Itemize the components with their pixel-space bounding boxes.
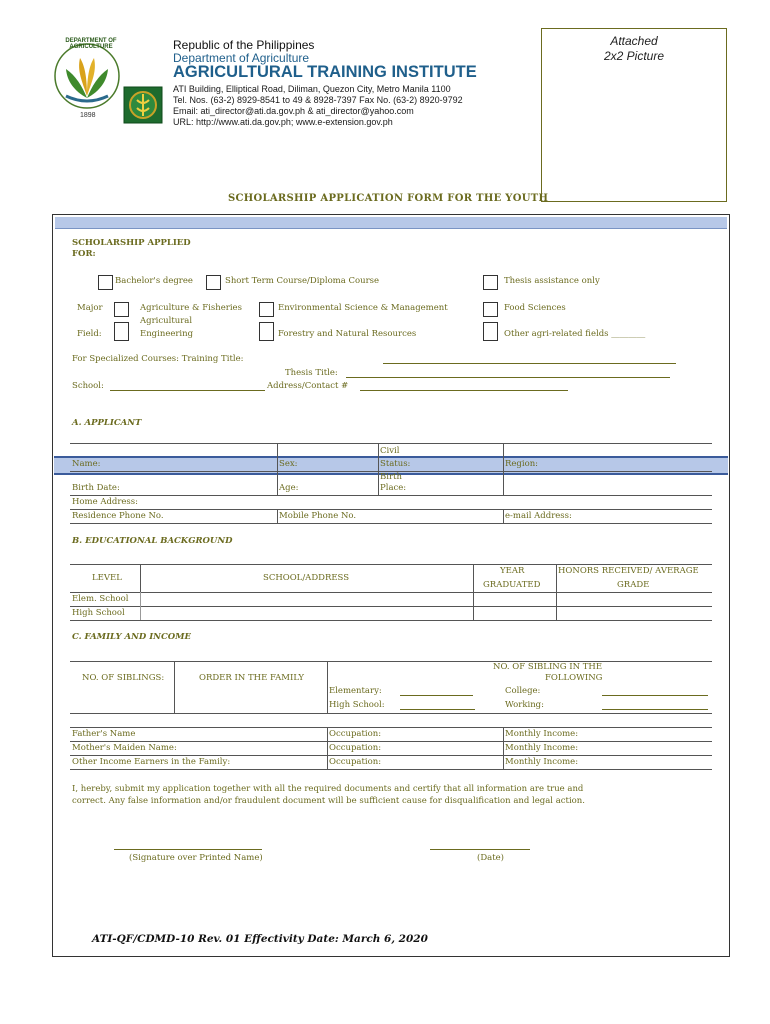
no-siblings-label[interactable]: NO. OF SIBLINGS: xyxy=(82,673,165,683)
agri-fisheries-checkbox[interactable] xyxy=(114,302,129,317)
high-school-row[interactable]: High School xyxy=(72,608,125,618)
elementary-label: Elementary: xyxy=(329,686,382,696)
age-field[interactable]: Age: xyxy=(279,483,299,493)
forestry-label: Forestry and Natural Resources xyxy=(278,329,417,339)
agri-engineering-checkbox[interactable] xyxy=(114,322,129,341)
home-address-field[interactable]: Home Address: xyxy=(72,497,139,507)
top-blue-bar xyxy=(55,217,727,229)
env-science-label: Environmental Science & Management xyxy=(278,303,448,313)
email-field[interactable]: e-mail Address: xyxy=(505,511,572,521)
high-school-line[interactable] xyxy=(400,709,475,710)
birth-place-label-1: Birth xyxy=(380,472,402,482)
institute-tel: Tel. Nos. (63-2) 8929-8541 to 49 & 8928-7397 Fax No. (63-2) 8920-9792 xyxy=(173,95,463,105)
short-term-label: Short Term Course/Diploma Course xyxy=(225,276,380,286)
photo-box-line1: Attached xyxy=(610,34,658,48)
bachelors-checkbox[interactable] xyxy=(98,275,113,290)
declaration-line-2: correct. Any false information and/or fraudulent document will be sufficient cause for disqualification and legal action. xyxy=(72,796,585,806)
father-occupation-field[interactable]: Occupation: xyxy=(329,729,382,739)
birth-date-field[interactable]: Birth Date: xyxy=(72,483,120,493)
ati-logo xyxy=(123,86,163,124)
field-label: Field: xyxy=(77,329,102,339)
level-header: LEVEL xyxy=(92,573,122,583)
working-label: Working: xyxy=(505,700,544,710)
thesis-title-line[interactable] xyxy=(346,377,670,378)
applicant-section-title: A. APPLICANT xyxy=(72,418,142,428)
institute-url: URL: http://www.ati.da.gov.ph; www.e-extension.gov.ph xyxy=(173,117,393,127)
working-line[interactable] xyxy=(602,709,708,710)
major-label: Major xyxy=(77,303,103,313)
institute-email: Email: ati_director@ati.da.gov.ph & ati_director@yahoo.com xyxy=(173,106,414,116)
sibling-following-label-1: NO. OF SIBLING IN THE xyxy=(493,662,603,672)
agri-engineering-label-2: Engineering xyxy=(140,329,194,339)
form-title: SCHOLARSHIP APPLICATION FORM FOR THE YOUTH xyxy=(228,193,549,204)
order-in-family-label[interactable]: ORDER IN THE FAMILY xyxy=(199,673,305,683)
mother-name-field[interactable]: Mother's Maiden Name: xyxy=(72,743,177,753)
forestry-checkbox[interactable] xyxy=(259,322,274,341)
other-agri-label: Other agri-related fields ________ xyxy=(504,329,646,339)
agri-engineering-label-1: Agricultural xyxy=(140,316,193,326)
form-code-footer: ATI-QF/CDMD-10 Rev. 01 Effectivity Date: March 6, 2020 xyxy=(92,933,428,945)
school-line[interactable] xyxy=(110,390,265,391)
photo-box[interactable] xyxy=(541,28,727,202)
education-section-title: B. EDUCATIONAL BACKGROUND xyxy=(72,536,233,546)
seal-arc-text: DEPARTMENT OF AGRICULTURE xyxy=(65,38,117,50)
env-science-checkbox[interactable] xyxy=(259,302,274,317)
civil-status-field[interactable]: Status: xyxy=(380,459,411,469)
scholarship-applied-label-2: FOR: xyxy=(72,249,96,259)
year-header-2: GRADUATED xyxy=(483,580,541,590)
honors-header-2: GRADE xyxy=(617,580,650,590)
birth-place-field[interactable]: Place: xyxy=(380,483,407,493)
seal-year: 1898 xyxy=(80,112,96,119)
specialized-courses-label: For Specialized Courses: Training Title: xyxy=(72,354,244,364)
region-field[interactable]: Region: xyxy=(505,459,539,469)
mother-income-field[interactable]: Monthly Income: xyxy=(505,743,579,753)
date-label: (Date) xyxy=(477,853,504,863)
other-earners-field[interactable]: Other Income Earners in the Family: xyxy=(72,757,231,767)
school-address-header: SCHOOL/ADDRESS xyxy=(263,573,350,583)
institute-name: AGRICULTURAL TRAINING INSTITUTE xyxy=(173,63,477,81)
other-agri-checkbox[interactable] xyxy=(483,322,498,341)
date-line[interactable] xyxy=(430,849,530,850)
thesis-assistance-label: Thesis assistance only xyxy=(504,276,600,286)
declaration-line-1: I, hereby, submit my application together with all the required documents and certify that all information are true and xyxy=(72,784,584,794)
civil-status-label-1: Civil xyxy=(380,446,400,456)
father-income-field[interactable]: Monthly Income: xyxy=(505,729,579,739)
address-contact-label: Address/Contact # xyxy=(267,381,349,391)
short-term-checkbox[interactable] xyxy=(206,275,221,290)
thesis-title-label: Thesis Title: xyxy=(285,368,338,378)
high-school-label: High School: xyxy=(329,700,385,710)
family-section-title: C. FAMILY AND INCOME xyxy=(72,632,192,642)
residence-phone-field[interactable]: Residence Phone No. xyxy=(72,511,164,521)
college-line[interactable] xyxy=(602,695,708,696)
elem-school-row[interactable]: Elem. School xyxy=(72,594,129,604)
scholarship-applied-label: SCHOLARSHIP APPLIED xyxy=(72,238,191,248)
food-sciences-label: Food Sciences xyxy=(504,303,566,313)
father-name-field[interactable]: Father's Name xyxy=(72,729,136,739)
signature-label: (Signature over Printed Name) xyxy=(129,853,263,863)
sex-field[interactable]: Sex: xyxy=(279,459,298,469)
department-text: Department of Agriculture xyxy=(173,51,310,65)
elementary-line[interactable] xyxy=(400,695,473,696)
name-field[interactable]: Name: xyxy=(72,459,101,469)
sibling-following-label-2: FOLLOWING xyxy=(545,673,603,683)
photo-box-line2: 2x2 Picture xyxy=(603,49,665,63)
bachelors-label: Bachelor's degree xyxy=(115,276,193,286)
year-header-1: YEAR xyxy=(500,566,525,576)
mobile-phone-field[interactable]: Mobile Phone No. xyxy=(279,511,357,521)
other-occupation-field[interactable]: Occupation: xyxy=(329,757,382,767)
agri-fisheries-label: Agriculture & Fisheries xyxy=(140,303,242,313)
address-contact-line[interactable] xyxy=(360,390,568,391)
honors-header-1: HONORS RECEIVED/ AVERAGE xyxy=(558,566,699,576)
food-sciences-checkbox[interactable] xyxy=(483,302,498,317)
thesis-assistance-checkbox[interactable] xyxy=(483,275,498,290)
republic-text: Republic of the Philippines xyxy=(173,38,315,52)
institute-address: ATI Building, Elliptical Road, Diliman, Quezon City, Metro Manila 1100 xyxy=(173,84,451,94)
training-title-line[interactable] xyxy=(383,363,676,364)
signature-line[interactable] xyxy=(114,849,262,850)
other-income-field[interactable]: Monthly Income: xyxy=(505,757,579,767)
mother-occupation-field[interactable]: Occupation: xyxy=(329,743,382,753)
school-label: School: xyxy=(72,381,104,391)
college-label: College: xyxy=(505,686,541,696)
